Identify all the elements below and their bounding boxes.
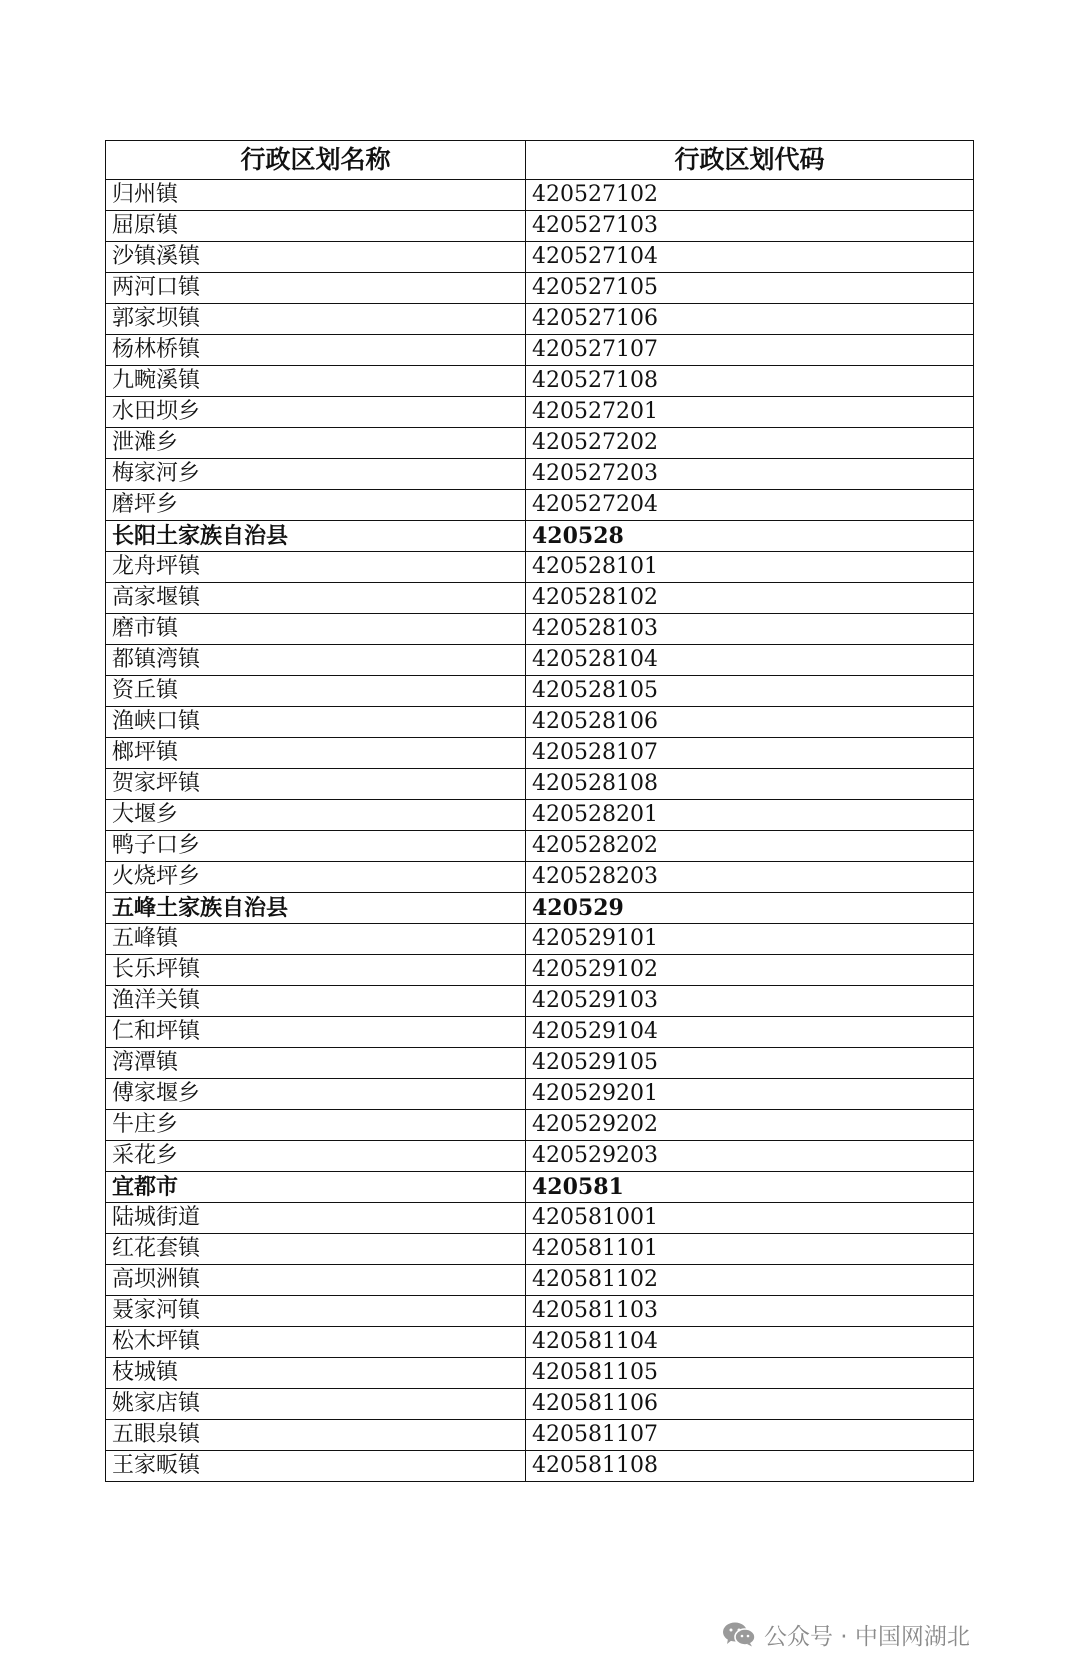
division-code-cell: 420581107 — [526, 1420, 974, 1451]
division-code-cell: 420527107 — [526, 335, 974, 366]
table-row — [106, 800, 974, 831]
division-name-cell: 湾潭镇 — [106, 1048, 526, 1079]
table-row — [106, 1296, 974, 1327]
division-code-cell: 420529103 — [526, 986, 974, 1017]
division-code-cell: 420527103 — [526, 211, 974, 242]
table-row — [106, 366, 974, 397]
table-row — [106, 1079, 974, 1110]
table-row — [106, 552, 974, 583]
table-row — [106, 1420, 974, 1451]
division-code-cell: 420528101 — [526, 552, 974, 583]
table-body — [106, 180, 974, 1482]
division-name-cell: 长阳土家族自治县 — [106, 521, 526, 552]
county-row — [106, 893, 974, 924]
division-code-cell: 420529102 — [526, 955, 974, 986]
table-row — [106, 1203, 974, 1234]
table-row — [106, 583, 974, 614]
division-name-cell: 归州镇 — [106, 180, 526, 211]
table-row — [106, 1234, 974, 1265]
division-code-cell: 420529105 — [526, 1048, 974, 1079]
division-name-cell: 水田坝乡 — [106, 397, 526, 428]
table-row — [106, 862, 974, 893]
division-name-cell: 牛庄乡 — [106, 1110, 526, 1141]
division-code-cell: 420527108 — [526, 366, 974, 397]
division-name-cell: 火烧坪乡 — [106, 862, 526, 893]
wechat-icon — [722, 1621, 756, 1647]
table-row — [106, 707, 974, 738]
division-name-cell: 五峰镇 — [106, 924, 526, 955]
division-name-cell: 渔峡口镇 — [106, 707, 526, 738]
county-row — [106, 1172, 974, 1203]
division-name-cell: 梅家河乡 — [106, 459, 526, 490]
header-division-name: 行政区划名称 — [106, 141, 526, 180]
division-code-cell: 420527204 — [526, 490, 974, 521]
table-row — [106, 211, 974, 242]
division-code-cell: 420528201 — [526, 800, 974, 831]
table-header-row — [106, 141, 974, 180]
division-name-cell: 陆城街道 — [106, 1203, 526, 1234]
division-name-cell: 长乐坪镇 — [106, 955, 526, 986]
table-row — [106, 1017, 974, 1048]
division-name-cell: 都镇湾镇 — [106, 645, 526, 676]
division-code-cell: 420528107 — [526, 738, 974, 769]
division-code-cell: 420527106 — [526, 304, 974, 335]
division-name-cell: 宜都市 — [106, 1172, 526, 1203]
division-code-cell: 420528203 — [526, 862, 974, 893]
division-code-cell: 420528103 — [526, 614, 974, 645]
division-code-cell: 420527203 — [526, 459, 974, 490]
division-code-cell: 420529201 — [526, 1079, 974, 1110]
table-row — [106, 831, 974, 862]
division-name-cell: 渔洋关镇 — [106, 986, 526, 1017]
division-code-cell: 420528202 — [526, 831, 974, 862]
division-code-cell: 420581101 — [526, 1234, 974, 1265]
table-row — [106, 1141, 974, 1172]
division-name-cell: 仁和坪镇 — [106, 1017, 526, 1048]
division-code-cell: 420528102 — [526, 583, 974, 614]
division-name-cell: 两河口镇 — [106, 273, 526, 304]
table-row — [106, 1048, 974, 1079]
table-row — [106, 273, 974, 304]
division-name-cell: 九畹溪镇 — [106, 366, 526, 397]
division-name-cell: 高坝洲镇 — [106, 1265, 526, 1296]
watermark — [722, 1620, 970, 1648]
division-code-cell: 420529 — [526, 893, 974, 924]
division-code-cell: 420581104 — [526, 1327, 974, 1358]
division-code-cell: 420581108 — [526, 1451, 974, 1482]
table-row — [106, 397, 974, 428]
division-code-cell: 420529104 — [526, 1017, 974, 1048]
table-row — [106, 986, 974, 1017]
division-code-cell: 420528 — [526, 521, 974, 552]
table-row — [106, 1327, 974, 1358]
division-code-cell: 420528108 — [526, 769, 974, 800]
table-row — [106, 242, 974, 273]
table-row — [106, 676, 974, 707]
division-name-cell: 榔坪镇 — [106, 738, 526, 769]
division-code-table — [105, 140, 974, 1482]
division-name-cell: 鸭子口乡 — [106, 831, 526, 862]
table-row — [106, 645, 974, 676]
division-name-cell: 大堰乡 — [106, 800, 526, 831]
division-name-cell: 龙舟坪镇 — [106, 552, 526, 583]
division-name-cell: 红花套镇 — [106, 1234, 526, 1265]
division-code-cell: 420527201 — [526, 397, 974, 428]
table-row — [106, 924, 974, 955]
division-name-cell: 沙镇溪镇 — [106, 242, 526, 273]
division-code-cell: 420527105 — [526, 273, 974, 304]
division-code-cell: 420581105 — [526, 1358, 974, 1389]
division-code-cell: 420529203 — [526, 1141, 974, 1172]
table-row — [106, 304, 974, 335]
county-row — [106, 521, 974, 552]
division-name-cell: 五峰土家族自治县 — [106, 893, 526, 924]
division-name-cell: 傅家堰乡 — [106, 1079, 526, 1110]
division-name-cell: 资丘镇 — [106, 676, 526, 707]
table-row — [106, 1110, 974, 1141]
division-code-cell: 420527104 — [526, 242, 974, 273]
table-row — [106, 428, 974, 459]
division-name-cell: 采花乡 — [106, 1141, 526, 1172]
table-row — [106, 614, 974, 645]
division-name-cell: 屈原镇 — [106, 211, 526, 242]
division-name-cell: 杨林桥镇 — [106, 335, 526, 366]
division-code-cell: 420581106 — [526, 1389, 974, 1420]
division-code-cell: 420527102 — [526, 180, 974, 211]
division-name-cell: 枝城镇 — [106, 1358, 526, 1389]
division-code-cell: 420581103 — [526, 1296, 974, 1327]
table-row — [106, 1389, 974, 1420]
division-name-cell: 磨坪乡 — [106, 490, 526, 521]
division-name-cell: 姚家店镇 — [106, 1389, 526, 1420]
watermark-text: 公众号 · 中国网湖北 — [764, 1623, 970, 1650]
division-code-cell: 420527202 — [526, 428, 974, 459]
table-row — [106, 180, 974, 211]
division-code-cell: 420528106 — [526, 707, 974, 738]
division-code-cell: 420581 — [526, 1172, 974, 1203]
division-name-cell: 泄滩乡 — [106, 428, 526, 459]
table-row — [106, 1451, 974, 1482]
table-row — [106, 769, 974, 800]
table-row — [106, 335, 974, 366]
table-row — [106, 955, 974, 986]
table-row — [106, 1358, 974, 1389]
header-division-code: 行政区划代码 — [526, 141, 974, 180]
division-name-cell: 王家畈镇 — [106, 1451, 526, 1482]
division-code-cell: 420581102 — [526, 1265, 974, 1296]
division-name-cell: 磨市镇 — [106, 614, 526, 645]
division-code-cell: 420529202 — [526, 1110, 974, 1141]
division-name-cell: 聂家河镇 — [106, 1296, 526, 1327]
division-code-cell: 420528104 — [526, 645, 974, 676]
table-row — [106, 490, 974, 521]
division-code-cell: 420528105 — [526, 676, 974, 707]
division-code-cell: 420581001 — [526, 1203, 974, 1234]
table-row — [106, 1265, 974, 1296]
division-name-cell: 松木坪镇 — [106, 1327, 526, 1358]
table-row — [106, 738, 974, 769]
division-name-cell: 郭家坝镇 — [106, 304, 526, 335]
division-code-cell: 420529101 — [526, 924, 974, 955]
division-name-cell: 五眼泉镇 — [106, 1420, 526, 1451]
division-name-cell: 贺家坪镇 — [106, 769, 526, 800]
table-row — [106, 459, 974, 490]
division-name-cell: 高家堰镇 — [106, 583, 526, 614]
